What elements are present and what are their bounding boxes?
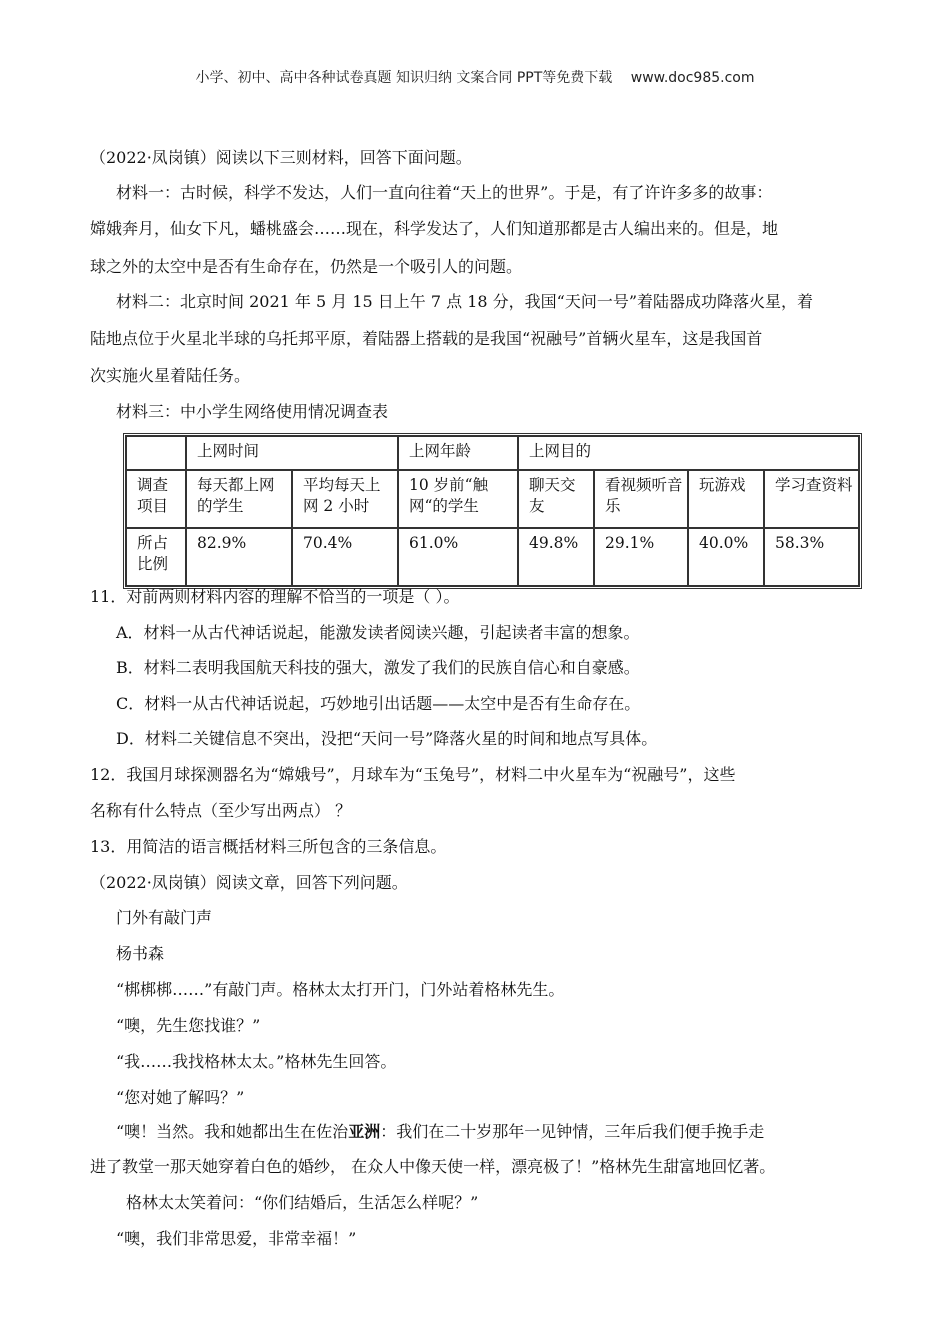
story-paragraph: “噢，我们非常思爱，非常幸福！” [116, 1229, 357, 1248]
question-12-line1: 12．我国月球探测器名为“嫦娥号”，月球车为“玉兔号”，材料二中火星车为“祝融号”，这些 [90, 765, 736, 784]
table-cell: 40.0% [688, 528, 764, 586]
table-cell: 看视频听音乐 [594, 470, 688, 528]
table-cell: 58.3% [764, 528, 859, 586]
question-12-line2: 名称有什么特点（至少写出两点） ？ [90, 801, 352, 820]
material2-line1: 材料二：北京时间 2021 年 5 月 15 日上午 7 点 18 分，我国“天问一号”着陆器成功降落火星，着 [116, 292, 814, 311]
table-cell: 平均每天上网 2 小时 [292, 470, 398, 528]
story-text: ：我们在二十岁那年一见钟情，三年后我们便手挽手走 [380, 1122, 765, 1141]
material1-line3: 球之外的太空中是否有生命存在，仍然是一个吸引人的问题。 [90, 257, 523, 276]
table-cell-empty [126, 436, 186, 470]
table-row-label: 调查项目 [126, 470, 186, 528]
table-cell: 学习查资料 [764, 470, 859, 528]
table-cell: 玩游戏 [688, 470, 764, 528]
table-cell: 61.0% [398, 528, 518, 586]
table-group-time: 上网时间 [186, 436, 398, 470]
table-cell: 10 岁前“触网“的学生 [398, 470, 518, 528]
intro-1: （2022·凤岗镇）阅读以下三则材料，回答下面问题。 [90, 148, 472, 167]
story-paragraph [116, 1122, 896, 1142]
story-paragraph: 格林太太笑着问：“你们结婚后，生活怎么样呢？” [126, 1193, 479, 1212]
story-author: 杨书森 [116, 944, 165, 963]
header-text: 小学、初中、高中各种试卷真题 知识归纳 文案合同 PPT等免费下载 [195, 70, 613, 86]
story-paragraph: “我……我找格林太太。”格林先生回答。 [116, 1052, 397, 1071]
material1-line1: 材料一：古时候，科学不发达，人们一直向往着“天上的世界”。于是，有了许许多多的故事： [116, 183, 773, 202]
story-paragraph: “噢，先生您找谁？” [116, 1016, 261, 1035]
table-cell: 每天都上网的学生 [186, 470, 292, 528]
table-group-purpose: 上网目的 [518, 436, 859, 470]
question-11: 11．对前两则材料内容的理解不恰当的一项是（ ）。 [90, 587, 460, 606]
q11-option-d: D．材料二关键信息不突出，没把“天问一号”降落火星的时间和地点写具体。 [116, 729, 658, 748]
table-group-age: 上网年龄 [398, 436, 518, 470]
survey-table [123, 433, 862, 589]
question-13: 13．用简洁的语言概括材料三所包含的三条信息。 [90, 837, 447, 856]
story-bold-word: 亚洲 [348, 1122, 381, 1141]
q11-option-b: B．材料二表明我国航天科技的强大，激发了我们的民族自信心和自豪感。 [116, 658, 640, 677]
table-row [126, 436, 859, 470]
table-row [126, 528, 859, 586]
material2-line3: 次实施火星着陆任务。 [90, 366, 251, 385]
story-title: 门外有敲门声 [116, 908, 213, 927]
table-cell: 29.1% [594, 528, 688, 586]
material3-title: 材料三：中小学生网络使用情况调查表 [116, 402, 389, 421]
header-url[interactable]: www.doc985.com [630, 70, 755, 86]
story-paragraph: “梆梆梆……”有敲门声。格林太太打开门，门外站着格林先生。 [116, 980, 565, 999]
table-row-label: 所占比例 [126, 528, 186, 586]
table-cell: 聊天交友 [518, 470, 594, 528]
story-paragraph: “您对她了解吗？” [116, 1088, 245, 1107]
q11-option-a: A．材料一从古代神话说起，能激发读者阅读兴趣，引起读者丰富的想象。 [116, 623, 640, 642]
table-cell: 70.4% [292, 528, 398, 586]
material1-line2: 嫦娥奔月，仙女下凡，蟠桃盛会……现在，科学发达了，人们知道那都是古人编出来的。但是，地 [90, 219, 779, 238]
story-paragraph: 进了教堂一那天她穿着白色的婚纱， 在众人中像天使一样，漂亮极了！”格林先生甜富地回忆著。 [90, 1157, 776, 1176]
table-cell: 82.9% [186, 528, 292, 586]
table-row [126, 470, 859, 528]
q11-option-c: C．材料一从古代神话说起，巧妙地引出话题——太空中是否有生命存在。 [116, 694, 641, 713]
material2-line2: 陆地点位于火星北半球的乌托邦平原，着陆器上搭载的是我国“祝融号”首辆火星车，这是我国首 [90, 329, 763, 348]
story-text: “噢！当然。我和她都出生在佐治 [116, 1122, 349, 1141]
table-cell: 49.8% [518, 528, 594, 586]
page-header [0, 67, 950, 87]
intro-2: （2022·凤岗镇）阅读文章，回答下列问题。 [90, 873, 408, 892]
